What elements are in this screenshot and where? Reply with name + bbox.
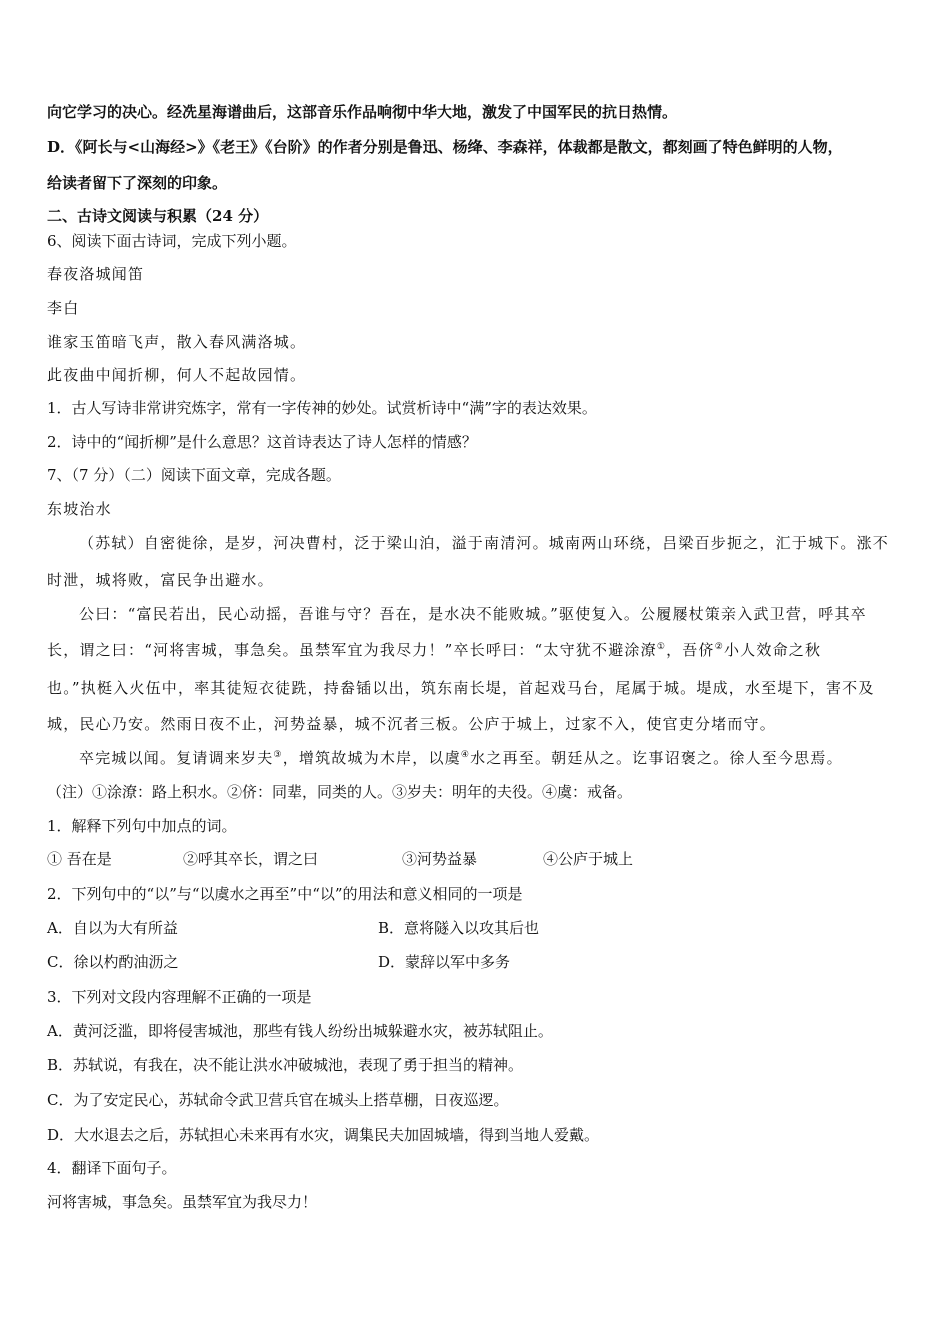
passage-p2-line3: 也。”执梃入火伍中，率其徒短衣徒跣，持畚锸以出，筑东南长堤，首起戏马台，尾属于城。堤成，水至堤下，害不及 bbox=[47, 679, 875, 697]
passage-p1-line1: （苏轼）自密徙徐，是岁，河决曹村，泛于梁山泊，溢于南清河。城南两山环绕，吕梁百步扼之，汇于城下。涨不 bbox=[79, 534, 890, 552]
passage-notes: （注）①涂潦：路上积水。②侪：同辈，同类的人。③岁夫：明年的夫役。④虞：戒备。 bbox=[47, 783, 633, 801]
passage-p2-line1: 公曰：“富民若出，民心动摇，吾谁与守？吾在，是水决不能败城。”驱使复入。公履屦杖策亲入武卫营，呼其卒 bbox=[79, 605, 867, 623]
intro-line: 向它学习的决心。经冼星海谱曲后，这部音乐作品响彻中华大地，激发了中国军民的抗日热情。 bbox=[47, 103, 678, 121]
sub1-item-3: ③河势益暴 bbox=[402, 850, 478, 868]
passage-p1-line2: 时泄，城将败，富民争出避水。 bbox=[47, 571, 274, 589]
q7-sub3: 3．下列对文段内容理解不正确的一项是 bbox=[47, 988, 312, 1006]
option-d-line2: 给读者留下了深刻的印象。 bbox=[47, 174, 228, 192]
note-marker: ① bbox=[656, 642, 667, 652]
poem-line-1: 谁家玉笛暗飞声，散入春风满洛城。 bbox=[47, 333, 307, 351]
passage-text: ，吾侪 bbox=[666, 641, 715, 659]
note-marker: ② bbox=[714, 642, 724, 652]
sub1-item-4: ④公庐于城上 bbox=[543, 850, 634, 868]
sub2-option-a: A．自以为大有所益 bbox=[47, 919, 178, 937]
q6-prompt: 6、阅读下面古诗词，完成下列小题。 bbox=[47, 232, 297, 250]
passage-text: 小人效命之秋 bbox=[723, 641, 822, 659]
passage-text: ，增筑故城为木岸，以虞 bbox=[282, 749, 461, 767]
passage-text: 卒完城以闻。复请调来岁夫 bbox=[79, 749, 274, 767]
sub3-option-d: D．大水退去之后，苏轼担心未来再有水灾，调集民夫加固城墙，得到当地人爱戴。 bbox=[47, 1126, 600, 1144]
passage-p2-line4: 城，民心乃安。然雨日夜不止，河势益暴，城不沉者三板。公庐于城上，过家不入，使官吏分堵而守。 bbox=[47, 715, 777, 733]
sub2-option-d: D．蒙辞以军中多务 bbox=[378, 953, 511, 971]
q7-sub1: 1．解释下列句中加点的词。 bbox=[47, 817, 237, 835]
passage-p3 bbox=[79, 748, 843, 768]
q7-prompt: 7、（7 分）（二）阅读下面文章，完成各题。 bbox=[47, 466, 341, 484]
sub3-option-c: C．为了安定民心，苏轼命令武卫营兵官在城头上搭草棚，日夜巡逻。 bbox=[47, 1091, 509, 1109]
option-d-line1: D．《阿长与<山海经>》《老王》《台阶》的作者分别是鲁迅、杨绛、李森祥，体裁都是散文，都刻画了特色鲜明的人物， bbox=[47, 138, 843, 156]
sub4-sentence: 河将害城，事急矣。虽禁军宜为我尽力！ bbox=[47, 1193, 318, 1211]
passage-p2-line2 bbox=[47, 640, 821, 660]
q6-sub2: 2．诗中的“闻折柳”是什么意思？这首诗表达了诗人怎样的情感？ bbox=[47, 433, 477, 451]
q7-sub4: 4．翻译下面句子。 bbox=[47, 1159, 177, 1177]
passage-text: 水之再至。朝廷从之。讫事诏褒之。徐人至今思焉。 bbox=[470, 749, 843, 767]
sub3-option-a: A．黄河泛滥，即将侵害城池，那些有钱人纷纷出城躲避水灾，被苏轼阻止。 bbox=[47, 1022, 553, 1040]
note-marker: ④ bbox=[460, 750, 471, 760]
poem-author: 李白 bbox=[47, 299, 80, 317]
q6-sub1: 1．古人写诗非常讲究炼字，常有一字传神的妙处。试赏析诗中“满”字的表达效果。 bbox=[47, 399, 597, 417]
sub2-option-b: B．意将隧入以攻其后也 bbox=[378, 919, 540, 937]
passage-title: 东坡治水 bbox=[47, 500, 112, 518]
sub2-option-c: C．徐以杓酌油沥之 bbox=[47, 953, 179, 971]
section-title: 二、古诗文阅读与积累（24 分） bbox=[47, 207, 269, 225]
note-marker: ③ bbox=[273, 750, 283, 760]
poem-line-2: 此夜曲中闻折柳，何人不起故园情。 bbox=[47, 366, 307, 384]
q7-sub2: 2．下列句中的“以”与“以虞水之再至”中“以”的用法和意义相同的一项是 bbox=[47, 885, 523, 903]
poem-title: 春夜洛城闻笛 bbox=[47, 265, 145, 283]
sub1-item-1: ① 吾在是 bbox=[47, 850, 112, 868]
passage-text: 长，谓之曰：“河将害城，事急矣。虽禁军宜为我尽力！”卒长呼曰：“太守犹不避涂潦 bbox=[47, 641, 657, 659]
sub1-item-2: ②呼其卒长，谓之曰 bbox=[183, 850, 319, 868]
sub3-option-b: B．苏轼说，有我在，决不能让洪水冲破城池，表现了勇于担当的精神。 bbox=[47, 1056, 524, 1074]
